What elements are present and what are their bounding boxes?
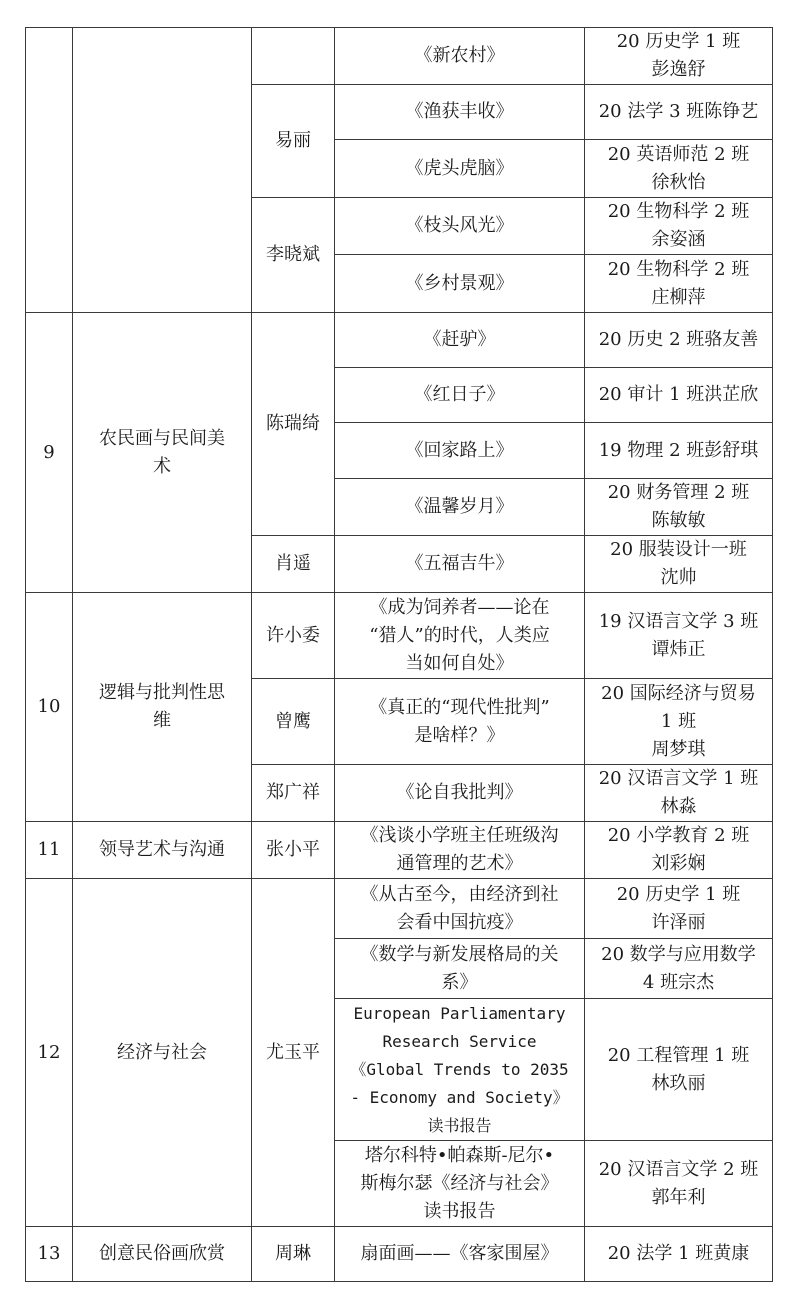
work-title-cell: 《枝头风光》: [335, 198, 585, 255]
student-cell: 20 历史学 1 班 许泽丽: [585, 879, 773, 939]
work-title-cell: 《红日子》: [335, 368, 585, 423]
work-title-cell: 《渔获丰收》: [335, 85, 585, 140]
student-cell: 20 服装设计一班 沈帅: [585, 536, 773, 593]
work-title-cell: 《五福吉牛》: [335, 536, 585, 593]
student-cell: 19 汉语言文学 3 班 谭炜正: [585, 593, 773, 679]
work-title-cell: 《论自我批判》: [335, 765, 585, 822]
course-cell: 创意民俗画欣赏: [73, 1227, 252, 1282]
student-cell: 20 历史 2 班骆友善: [585, 313, 773, 368]
number-cell: 9: [26, 313, 73, 593]
teacher-cell: [252, 28, 335, 85]
course-cell: 逻辑与批判性思 维: [73, 593, 252, 822]
teacher-cell: 张小平: [252, 822, 335, 879]
teacher-cell: 易丽: [252, 85, 335, 198]
student-cell: 20 工程管理 1 班 林玖丽: [585, 999, 773, 1141]
teacher-cell: 尤玉平: [252, 879, 335, 1227]
work-title-cell: 《乡村景观》: [335, 255, 585, 313]
course-cell: 经济与社会: [73, 879, 252, 1227]
student-cell: 20 数学与应用数学 4 班宗杰: [585, 939, 773, 999]
works-table: [25, 27, 773, 1282]
student-cell: 20 历史学 1 班 彭逸舒: [585, 28, 773, 85]
student-cell: 20 生物科学 2 班 庄柳萍: [585, 255, 773, 313]
student-cell: 20 法学 3 班陈铮艺: [585, 85, 773, 140]
teacher-cell: 周琳: [252, 1227, 335, 1282]
table-row: [26, 593, 773, 679]
student-cell: 20 国际经济与贸易 1 班 周梦琪: [585, 679, 773, 765]
work-title-cell: 《数学与新发展格局的关 系》: [335, 939, 585, 999]
table-row: [26, 822, 773, 879]
teacher-cell: 郑广祥: [252, 765, 335, 822]
table-row: [26, 28, 773, 85]
work-title-cell: European Parliamentary Research Service 《Global Trends to 2035 - Economy and Society》 读书报告: [335, 999, 585, 1141]
teacher-cell: 陈瑞绮: [252, 313, 335, 536]
work-title-cell: 《真正的“现代性批判” 是啥样？》: [335, 679, 585, 765]
course-cell: 领导艺术与沟通: [73, 822, 252, 879]
student-cell: 19 物理 2 班彭舒琪: [585, 423, 773, 479]
table-row: [26, 313, 773, 368]
work-title-cell: 《赶驴》: [335, 313, 585, 368]
course-cell: 农民画与民间美 术: [73, 313, 252, 593]
number-cell: 11: [26, 822, 73, 879]
student-cell: 20 汉语言文学 1 班 林淼: [585, 765, 773, 822]
student-cell: 20 汉语言文学 2 班 郭年利: [585, 1141, 773, 1227]
work-title-cell: 《虎头虎脑》: [335, 140, 585, 198]
table-row: [26, 1227, 773, 1282]
number-cell: 12: [26, 879, 73, 1227]
teacher-cell: 曾鹰: [252, 679, 335, 765]
student-cell: 20 财务管理 2 班 陈敏敏: [585, 479, 773, 536]
work-title-cell: 《回家路上》: [335, 423, 585, 479]
work-title-cell: 《新农村》: [335, 28, 585, 85]
student-cell: 20 英语师范 2 班 徐秋怡: [585, 140, 773, 198]
number-cell: 10: [26, 593, 73, 822]
work-title-cell: 《浅谈小学班主任班级沟 通管理的艺术》: [335, 822, 585, 879]
work-title-cell: 《温馨岁月》: [335, 479, 585, 536]
student-cell: 20 小学教育 2 班 刘彩娴: [585, 822, 773, 879]
teacher-cell: 李晓斌: [252, 198, 335, 313]
course-cell: [73, 28, 252, 313]
work-title-cell: 塔尔科特•帕森斯-尼尔• 斯梅尔瑟《经济与社会》 读书报告: [335, 1141, 585, 1227]
number-cell: 13: [26, 1227, 73, 1282]
work-title-cell: 《从古至今，由经济到社 会看中国抗疫》: [335, 879, 585, 939]
student-cell: 20 生物科学 2 班 余姿涵: [585, 198, 773, 255]
table-row: [26, 879, 773, 939]
student-cell: 20 法学 1 班黄康: [585, 1227, 773, 1282]
number-cell: [26, 28, 73, 313]
teacher-cell: 许小委: [252, 593, 335, 679]
work-title-cell: 扇面画——《客家围屋》: [335, 1227, 585, 1282]
teacher-cell: 肖遥: [252, 536, 335, 593]
work-title-cell: 《成为饲养者——论在 “猎人”的时代，人类应 当如何自处》: [335, 593, 585, 679]
student-cell: 20 审计 1 班洪芷欣: [585, 368, 773, 423]
